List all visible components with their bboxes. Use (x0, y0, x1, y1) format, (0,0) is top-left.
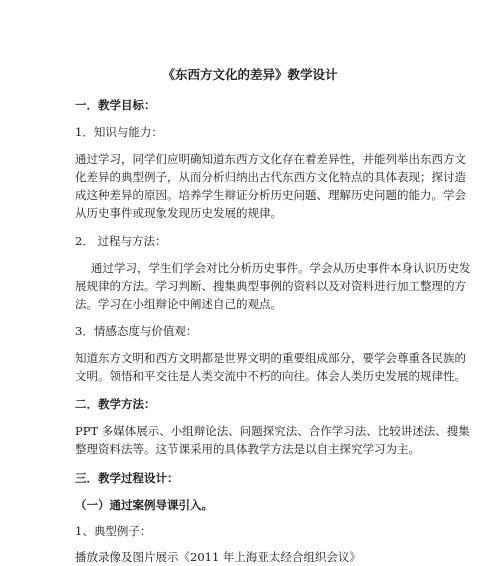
list-item-heading: 1、典型例子： (75, 524, 152, 538)
subheading-attitude-values: 3．情感态度与价值观： (75, 324, 198, 338)
paragraph-line: 整理资料法等。这节课采用的具体教学方法是以自主探究学习为主。 (75, 442, 420, 456)
section-heading-objectives: 一．教学目标： (75, 98, 156, 112)
paragraph-line: 化差异的典型例子，从而分析归纳出古代东西方文化特点的具体表现；探讨造 (75, 170, 466, 184)
subheading-process-method: 2． 过程与方法： (75, 234, 167, 248)
section-heading-methods: 二．教学方法： (75, 397, 156, 411)
paragraph-line: 知道东方文明和西方文明都是世界文明的重要组成部分，要学会尊重各民族的 (75, 351, 466, 365)
section-heading-process-design: 三．教学过程设计： (75, 471, 179, 485)
paragraph-line: 成这种差异的原因。培养学生辩证分析历史问题、理解历史问题的能力。学会 (75, 188, 466, 202)
paragraph-line: 法。学习在小组辩论中阐述自己的观点。 (75, 297, 282, 311)
subheading-knowledge-ability: 1．知识与能力： (75, 125, 163, 139)
paragraph-line: 文明。领悟和平交往是人类交流中不朽的向往。体会人类历史发展的规律性。 (75, 369, 466, 383)
paragraph-line: 通过学习，同学们应明确知道东西方文化存在着差异性，并能列举出东西方文 (75, 152, 466, 166)
paragraph-line: 从历史事件或现象发现历史发展的规律。 (75, 206, 282, 220)
paragraph-line: PPT 多媒体展示、小组辩论法、问题探究法、合作学习法、比较讲述法、搜集 (75, 424, 470, 438)
paragraph-line: 通过学习，学生们学会对比分析历史事件。学会从历史事件本身认识历史发 (91, 261, 471, 275)
paragraph-line: 展规律的方法。学习判断、搜集典型事例的资料以及对资料进行加工整理的方 (75, 279, 466, 293)
document-title: 《东西方文化的差异》教学设计 (162, 67, 338, 82)
paragraph-line: 播放录像及图片展示《2011 年上海亚太经合组织会议》 (75, 550, 361, 564)
subsection-heading-case-intro: （一）通过案例导课引入。 (75, 498, 213, 512)
